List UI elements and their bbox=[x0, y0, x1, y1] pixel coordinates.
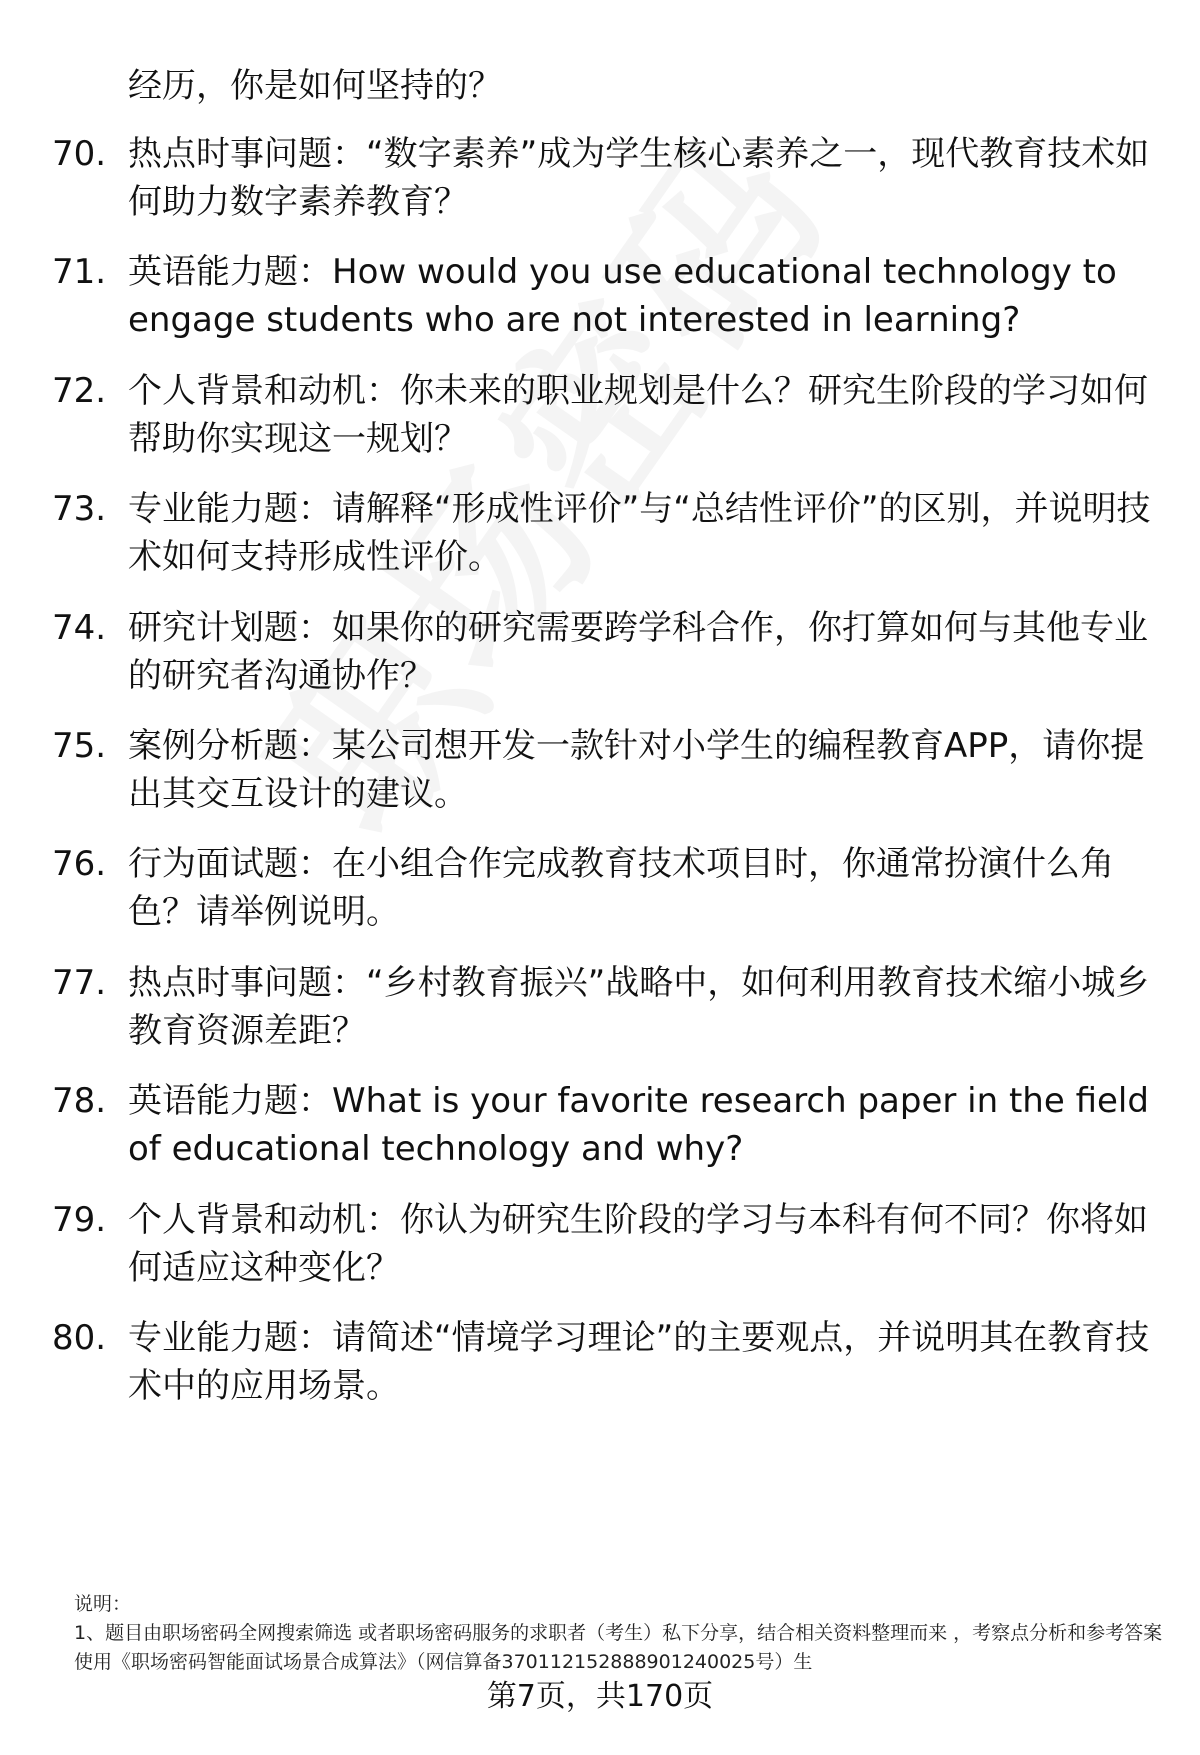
question-number: 70. bbox=[52, 134, 107, 174]
question-text: 专业能力题：请简述“情境学习理论”的主要观点，并说明其在教育技术中的应用场景。 bbox=[128, 1318, 1150, 1406]
question-item bbox=[52, 1314, 1162, 1410]
disclaimer-note bbox=[74, 1590, 1164, 1677]
question-text: 英语能力题：What is your favorite research paper in the field of educational technology and why? bbox=[128, 1081, 1149, 1169]
question-text: 热点时事问题：“乡村教育振兴”战略中，如何利用教育技术缩小城乡教育资源差距？ bbox=[128, 963, 1150, 1051]
question-number: 72. bbox=[52, 371, 107, 411]
question-number: 75. bbox=[52, 726, 107, 766]
question-item bbox=[52, 1196, 1162, 1292]
question-number: 73. bbox=[52, 489, 107, 529]
continuation-line: 经历，你是如何坚持的？ bbox=[128, 66, 502, 106]
question-item bbox=[52, 604, 1162, 700]
note-title: 说明： bbox=[74, 1593, 132, 1615]
question-text: 专业能力题：请解释“形成性评价”与“总结性评价”的区别，并说明技术如何支持形成性评价。 bbox=[128, 489, 1151, 577]
question-number: 77. bbox=[52, 963, 107, 1003]
note-text: 1、题目由职场密码全网搜索筛选 或者职场密码服务的求职者（考生）私下分享，结合相关资料整理而来 ，考察点分析和参考答案使用《职场密码智能面试场景合成算法》（网信算备370112152888901240025号）生 bbox=[74, 1622, 1163, 1673]
question-item bbox=[52, 722, 1162, 818]
question-number: 71. bbox=[52, 252, 107, 292]
question-text: 英语能力题：How would you use educational technology to engage students who are not interested in learning? bbox=[128, 252, 1117, 340]
question-item bbox=[52, 367, 1162, 463]
question-text: 个人背景和动机：你未来的职业规划是什么？研究生阶段的学习如何帮助你实现这一规划？ bbox=[128, 371, 1148, 459]
question-number: 76. bbox=[52, 844, 107, 884]
question-item bbox=[52, 840, 1162, 936]
question-text: 行为面试题：在小组合作完成教育技术项目时，你通常扮演什么角色？请举例说明。 bbox=[128, 844, 1114, 932]
question-number: 79. bbox=[52, 1200, 107, 1240]
question-number: 78. bbox=[52, 1081, 107, 1121]
question-text: 研究计划题：如果你的研究需要跨学科合作，你打算如何与其他专业的研究者沟通协作？ bbox=[128, 608, 1148, 696]
question-text: 个人背景和动机：你认为研究生阶段的学习与本科有何不同？你将如何适应这种变化？ bbox=[128, 1200, 1148, 1288]
question-item bbox=[52, 1077, 1162, 1173]
question-item bbox=[52, 959, 1162, 1055]
question-item bbox=[52, 248, 1162, 344]
question-text: 热点时事问题：“数字素养”成为学生核心素养之一，现代教育技术如何助力数字素养教育？ bbox=[128, 134, 1150, 222]
question-number: 74. bbox=[52, 608, 107, 648]
question-number: 80. bbox=[52, 1318, 107, 1358]
question-item bbox=[52, 485, 1162, 581]
question-text: 案例分析题：某公司想开发一款针对小学生的编程教育APP，请你提出其交互设计的建议。 bbox=[128, 726, 1145, 814]
page-number: 第7页，共170页 bbox=[486, 1679, 714, 1714]
question-item bbox=[52, 130, 1162, 226]
